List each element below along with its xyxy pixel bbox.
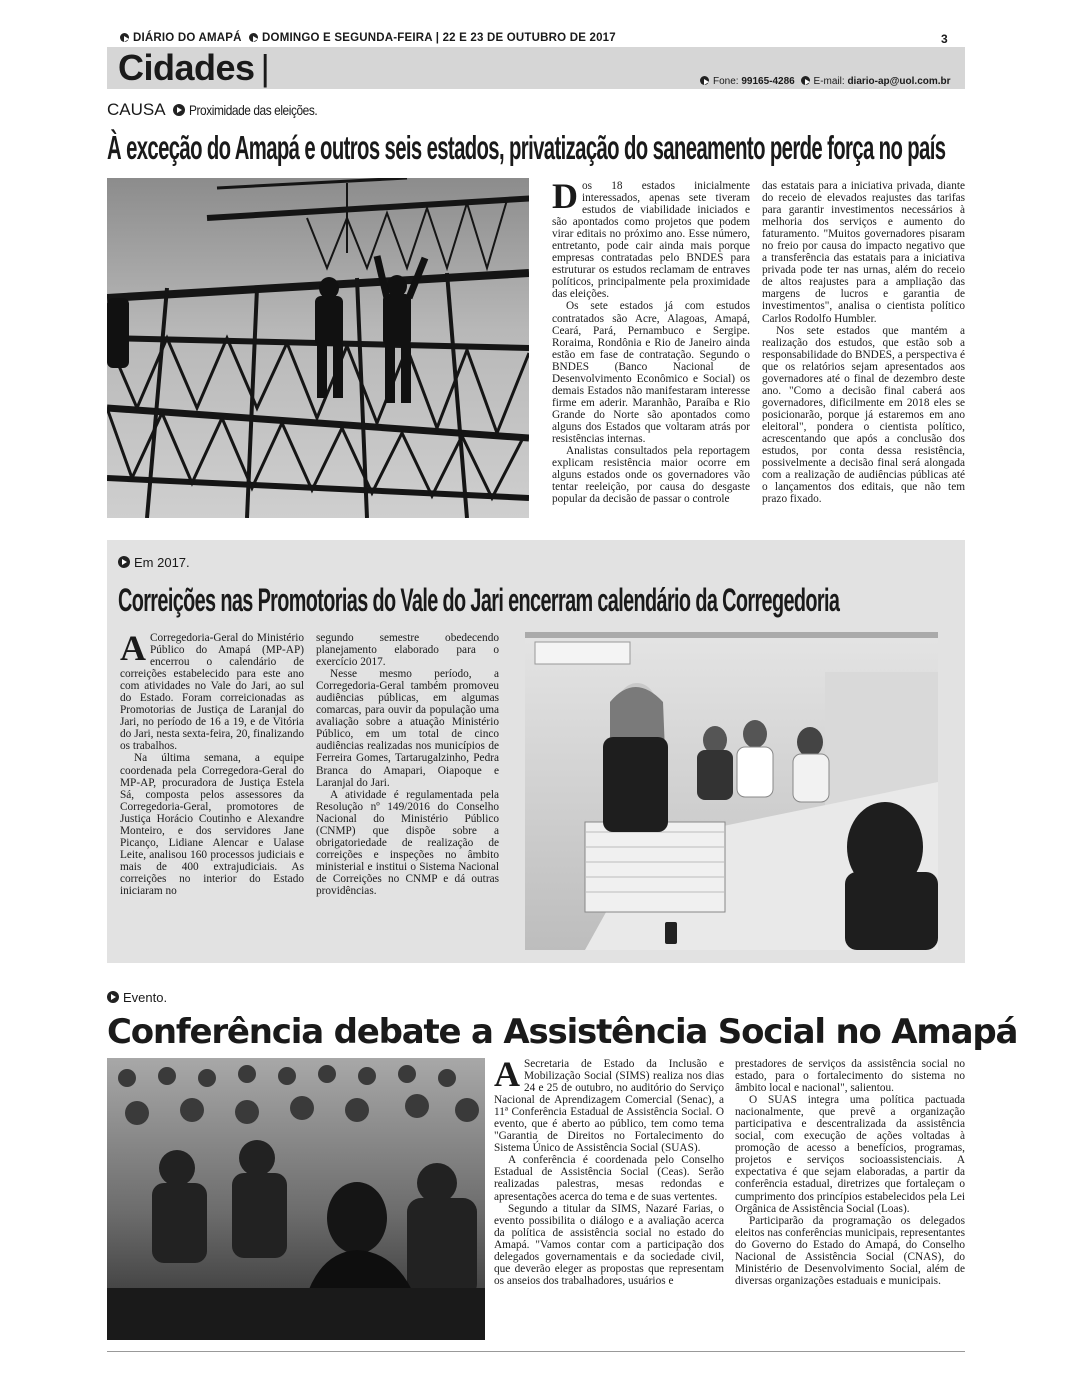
article1-kicker: CAUSA Proximidade das eleições. bbox=[107, 100, 318, 119]
construction-illustration bbox=[107, 178, 529, 518]
running-header: DIÁRIO DO AMAPÁ DOMINGO E SEGUNDA-FEIRA | 22 E 23 DE OUTUBRO DE 2017 bbox=[120, 32, 616, 44]
construction-photo bbox=[107, 178, 529, 518]
section-title: Cidades | bbox=[118, 47, 270, 88]
issue-days: DOMINGO E SEGUNDA-FEIRA bbox=[262, 32, 433, 44]
bullet-icon bbox=[249, 33, 258, 42]
bullet-icon bbox=[120, 33, 129, 42]
article1-headline: À exceção do Amapá e outros seis estados, privatização do saneamento perde força no país bbox=[107, 129, 946, 166]
article2-headline: Correições nas Promotorias do Vale do Jari encerram calendário da Corregedoria bbox=[118, 582, 840, 618]
article2-column1: A Corregedoria-Geral do Ministério Público do Amapá (MP-AP) encerrou o calendário de correições estabelecido para este ano com atividades no Vale do Jari, ao sul do Estado. Foram correicionadas as Promotorias de Justiça de Laranjal do Jari, no período de 16 a 19, e de Vitória do Jari, nesta sexta-feira, 20, finalizando os trabalhos. Na última semana, a equipe coordenada pela Corregedora-Geral do MP-AP, procuradora de Justiça Estela Sá, composta pelos assessores da Corregedoria-Geral, promotores de Justiça Horácio Coutinho e Alexandre Monteiro, e dos servidores Jane Picanço, Lidiane Alencar e Ualase Leite, analisou 160 processos judiciais e mais de 400 extrajudiciais. As correições no interior do Estado iniciaram no bbox=[120, 628, 304, 897]
phone-number: 99165-4286 bbox=[741, 76, 795, 87]
arrow-icon bbox=[173, 104, 185, 116]
footer-rule bbox=[107, 1351, 965, 1352]
article3-column2: prestadores de serviços da assistência social no estado, para o fortalecimento do sistema no âmbito local e nacional", salientou. O SUAS integra uma política pactuada nacionalmente, que prevê a organização participativa e descentralizada da assistência social, com execução de ações voltadas à promoção de acesso a benefícios, programas, projetos e serviços socioassistenciais. A expectativa é que sejam elaboradas, a partir da conferência estadual, diretrizes que fortaleçam o cumprimento dos princípios estabelecidos pela Lei Orgânica de Assistência Social (Loas). Participarão da programação os delegados eleitos nas conferências municipais, representantes do Governo do Estado do Amapá, do Conselho Nacional de Assistência Social (CNAS), do Ministério de Desenvolvimento Social, além de diversas organizações estaduais e municipais. bbox=[735, 1058, 965, 1287]
arrow-icon bbox=[107, 991, 119, 1003]
email-icon bbox=[801, 76, 810, 85]
contact-info: Fone: 99165-4286 E-mail: diario-ap@uol.com.br bbox=[700, 76, 951, 87]
issue-date: 22 E 23 DE OUTUBRO DE 2017 bbox=[442, 32, 616, 44]
dropcap: A bbox=[120, 628, 146, 668]
phone-icon bbox=[700, 76, 709, 85]
dropcap: D bbox=[552, 176, 578, 216]
conference-photo bbox=[107, 1058, 485, 1340]
page-number: 3 bbox=[941, 32, 948, 46]
article3-column1: A Secretaria de Estado da Inclusão e Mobilização Social (SIMS) realiza nos dias 24 e 25 de outubro, no auditório do Serviço Nacional de Aprendizagem Comercial (Senac), a 11ª Conferência Estadual de Assistência Social. O evento, que é aberto ao público, tem como tema "Garantia de Direitos no Fortalecimento do Sistema Único de Assistência Social (SUAS). A conferência é coordenada pelo Conselho Estadual de Assistência Social (Ceas). Serão realizadas palestras, mesas redondas e apresentações acerca do tema e de suas vertentes. Segundo a titular da SIMS, Nazaré Farias, o evento possibilita o diálogo e a avaliação acerca da política de assistência social no estado do Amapá. "Vamos contar com a participação dos delegados governamentais e da sociedade civil, que deverão eleger as propostas que representam os anseios dos trabalhadores, usuários e bbox=[494, 1054, 724, 1287]
article3-kicker: Evento. bbox=[107, 990, 167, 1005]
article2-kicker: Em 2017. bbox=[118, 555, 190, 570]
dropcap: A bbox=[494, 1054, 520, 1094]
article1-column2: das estatais para a iniciativa privada, diante do receio de elevados reajustes das tarifas para garantir investimentos necessários à melhoria dos serviços e aumento do faturamento. "Muitos governadores pisaram no freio por causa do impacto negativo que a transferência das estatais para a iniciativa privada pode ter nas urnas, além do receio de altos reajustes para a ampliação das margens de lucros e garantia de investimentos", analisa o cientista político Carlos Rodolfo Humbler. Nos sete estados que mantém a realização dos estudos, que estão sob a responsabilidade do BNDES, a perspectiva é que os relatórios sejam apresentados aos governadores até o final de dezembro deste ano. "Como a decisão final caberá aos governadores, dificilmente em 2018 eles se posicionarão, porque já estaremos em ano eleitoral", pondera o cientista político, acrescentando que após a conclusão dos estudos, por conta dessa resistência, possivelmente a decisão final será alongada com a realização de audiências públicas até o lançamentos dos editais, que não tem prazo fixado. bbox=[762, 180, 965, 506]
article3-headline: Conferência debate a Assistência Social no Amapá bbox=[107, 1012, 1018, 1052]
audience-illustration bbox=[107, 1058, 485, 1340]
article1-column1: D os 18 estados inicialmente interessados, apenas sete tiveram estudos de viabilidade iniciados e são apontados como projetos que podem virar editais no próximo ano. Esse número, entretanto, pode cair ainda mais porque empresas contratadas pelo BNDES para estruturar os estudos reclamam de entraves políticos, principalmente pela proximidade das eleições. Os sete estados já com estudos contratados são Acre, Alagoas, Amapá, Ceará, Pará, Pernambuco e Sergipe. Roraima, Rondônia e Rio de Janeiro ainda estão em fase de contratação. Segundo o BNDES (Banco Nacional de Desenvolvimento Econômico e Social) os demais Estados não manifestaram interesse firme em aderir. Maranhão, Paraíba e Rio Grande do Norte são apontados como alguns dos Estados que voltaram atrás por resistências internas. Analistas consultados pela reportagem explicam resistência maior ocorre em alguns estados onde os governadores vão tentar reeleição, por causa do desgaste popular da decisão de passar o controle bbox=[552, 176, 750, 506]
arrow-icon bbox=[118, 556, 130, 568]
article2-column2: segundo semestre obedecendo planejamento elaborado para o exercício 2017. Nesse mesmo período, a Corregedoria-Geral também promoveu audiências públicas, em algumas comarcas, para ouvir da população uma avaliação sobre a atuação Ministério Público, em um total de cinco audiências realizadas nos municípios de Ferreira Gomes, Tartarugalzinho, Pedra Branca do Amapari, Oiapoque e Laranjal do Jari. A atividade é regulamentada pela Resolução nº 149/2016 do Conselho Nacional do Ministério Público (CNMP) que dispõe sobre a obrigatoriedade de realização de correições e inspeções no âmbito ministerial e institui o Sistema Nacional de Correições no CNMP e dá outras providências. bbox=[316, 632, 499, 897]
meeting-photo bbox=[525, 632, 938, 950]
masthead: DIÁRIO DO AMAPÁ bbox=[133, 32, 242, 44]
meeting-illustration bbox=[525, 632, 938, 950]
email-address[interactable]: diario-ap@uol.com.br bbox=[847, 76, 951, 87]
